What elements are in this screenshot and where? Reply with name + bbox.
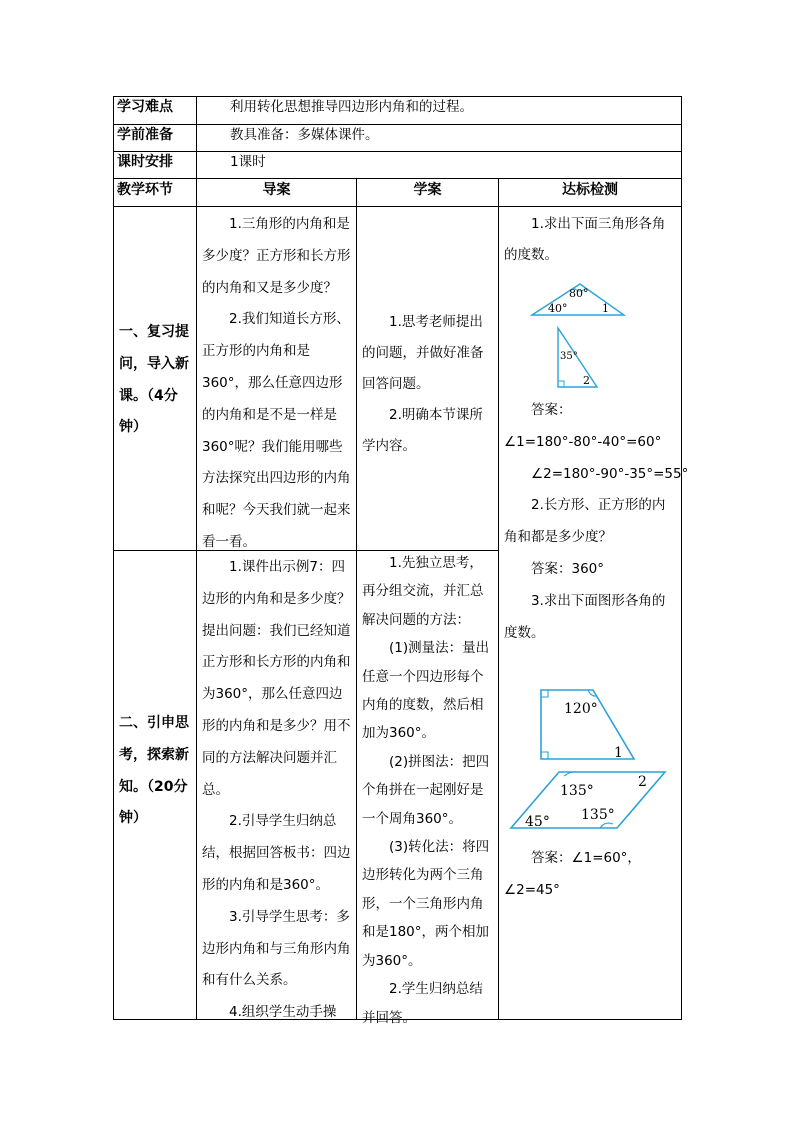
stage-explore [119,708,193,835]
info-value-difficulty: 利用转化思想推导四边形内角和的过程。 [230,99,473,115]
check-a3-text: 答案：∠1=60°，∠2=45° [504,850,641,898]
study2-para1: 1.先独立思考，再分组交流，并汇总解决问题的方法： [362,555,484,628]
info-value-schedule: 1课时 [230,154,266,170]
para-label-135-top: 135° [560,783,594,799]
info-value-preparation: 教具准备：多媒体课件。 [230,127,379,143]
triangle-figures [528,278,628,390]
study2-para5: 2.学生归纳总结并回答。 [362,981,483,1026]
check-answers [504,395,689,649]
guide2-para2: 2.引导学生归纳总结，根据回答板书：四边形的内角和是360°。 [202,813,351,893]
col-divider [356,178,357,1020]
header-guide: 导案 [262,182,291,198]
stage-explore-text: 二、引申思考，探索新知。（20分钟） [119,715,189,827]
study2-para3: (2)拼图法：把四个角拼在一起刚好是一个周角360°。 [362,753,490,827]
check-q1-text: 1.求出下面三角形各角的度数。 [504,216,666,263]
study-section2 [362,549,494,1032]
study-section1 [362,307,494,462]
check-q3-text: 3.求出下面图形各角的度数。 [504,592,666,641]
info-label-difficulty: 学习难点 [117,99,173,115]
trap-label-1: 1 [614,745,623,761]
row-divider [113,206,682,207]
col-divider [196,96,197,1020]
info-label-preparation: 学前准备 [117,127,173,143]
guide2-para4: 4.组织学生动手操 [229,1004,337,1021]
tri2-label-35: 35° [560,351,578,362]
guide-section1 [202,209,352,559]
info-label-schedule: 课时安排 [117,154,173,170]
guide2-para3: 3.引导学生思考：多边形内角和与三角形内角和有什么关系。 [202,908,351,989]
guide-section2 [202,552,352,1029]
check-a1-line2: ∠2=180°-90°-35°=55° [531,465,689,482]
tri1-label-80: 80° [569,287,589,300]
header-study: 学案 [413,182,442,198]
col-divider [498,178,499,1020]
study1-para1: 1.思考老师提出的问题，并做好准备回答问题。 [362,314,484,392]
check-q1 [504,209,676,271]
study2-para4: (3)转化法：将四边形转化为两个三角形，一个三角形内角和是180°，两个相加为360°。 [362,839,490,969]
tri1-label-1: 1 [602,302,609,315]
check-a1-line1: 答案：∠1=180°-80°-40°=60° [504,402,662,450]
header-stage: 教学环节 [117,182,173,198]
check-a2-text: 答案：360° [531,560,605,577]
tri1-label-40: 40° [548,302,568,315]
guide2-para1: 1.课件出示例7：四边形的内角和是多少度？提出问题：我们已经知道正方形和长方形的内角和为360°，那么任意四边形的内角和是多少？用不同的方法解决问题并汇总。 [202,559,351,798]
quadrilateral-figures [508,684,670,832]
para-label-2: 2 [638,774,647,790]
para-label-135-bottom: 135° [581,807,615,823]
stage-review-text: 一、复习提问，导入新课。（4分钟） [119,324,189,436]
table-border-right [681,96,682,1020]
para-label-45: 45° [525,814,550,830]
guide1-para2: 2.我们知道长方形、正方形的内角和是360°，那么任意四边形的内角和是不是一样是360°呢？我们能用哪些方法探究出四边形的内角和呢？今天我们就一起来看一看。 [202,311,351,550]
study2-para2: (1)测量法：量出任意一个四边形每个内角的度数，然后相加为360°。 [362,640,490,742]
study1-para2: 2.明确本节课所学内容。 [362,407,483,454]
guide1-para1: 1.三角形的内角和是多少度？正方形和长方形的内角和又是多少度？ [202,216,351,296]
header-check: 达标检测 [562,182,618,198]
check-q3-answer [504,843,676,907]
table-border-left [113,96,114,1020]
check-q2-text: 2.长方形、正方形的内角和都是多少度？ [504,497,666,546]
trap-label-120: 120° [564,701,598,717]
tri2-label-2: 2 [583,374,590,387]
stage-review [119,317,193,444]
